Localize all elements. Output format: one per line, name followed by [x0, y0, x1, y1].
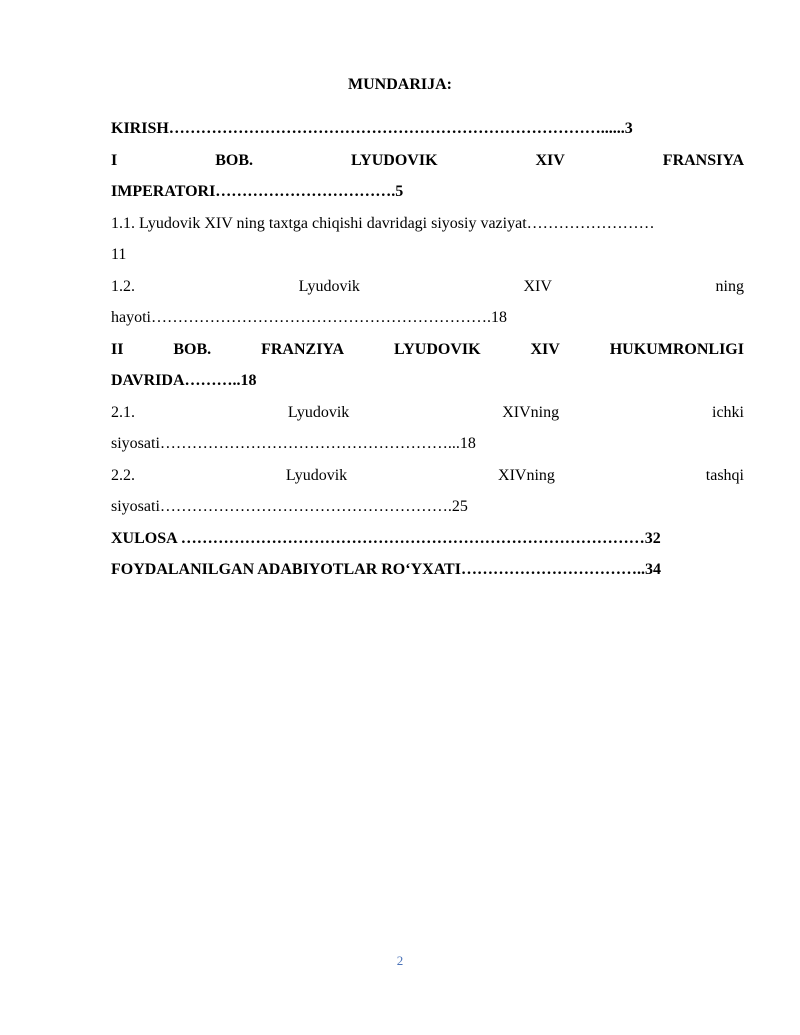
toc-word: HUKUMRONLIGI [609, 340, 744, 358]
toc-entry-bob1 [111, 145, 744, 177]
page-number: 2 [396, 953, 404, 968]
toc-entry-bob1-cont: IMPERATORI…………………………….5 [111, 183, 404, 200]
toc-word: ichki [712, 403, 744, 421]
toc-word: LYUDOVIK [350, 151, 438, 169]
toc-word: I [111, 151, 118, 169]
toc-entry-kirish: KIRISH………………………………………………………………………......3 [111, 120, 633, 137]
toc-word: XIV [523, 277, 552, 295]
toc-entry-1-2-cont: hayoti……………………………………………………….18 [111, 309, 507, 326]
toc-word: tashqi [705, 466, 744, 484]
toc-word: FRANSIYA [662, 151, 744, 169]
toc-word: LYUDOVIK [394, 340, 481, 358]
toc-word: 1.2. [111, 277, 135, 295]
toc-word: II [111, 340, 124, 358]
toc-word: BOB. [173, 340, 212, 358]
table-of-contents [111, 113, 744, 586]
toc-word: Lyudovik [298, 277, 360, 295]
toc-word: ning [715, 277, 744, 295]
toc-entry-1-1-page: 11 [111, 246, 127, 263]
toc-word: FRANZIYA [261, 340, 345, 358]
toc-word: XIV [535, 151, 565, 169]
toc-title: MUNDARIJA: [348, 76, 452, 93]
toc-word: 2.1. [111, 403, 135, 421]
toc-entry-xulosa: XULOSA ……………………………………………………………………………32 [111, 529, 661, 547]
toc-entry-2-1 [111, 397, 744, 429]
toc-word: XIVning [502, 403, 560, 421]
toc-entry-bob2-cont: DAVRIDA………..18 [111, 372, 257, 389]
toc-entry-adabiyotlar: FOYDALANILGAN ADABIYOTLAR ROʻYXATI……………………………..34 [111, 561, 661, 578]
toc-word: Lyudovik [287, 403, 350, 421]
toc-word: XIVning [498, 466, 555, 484]
toc-entry-2-2 [111, 460, 744, 492]
toc-entry-bob2 [111, 334, 744, 366]
toc-entry-2-1-cont: siyosati………………………………………………...18 [111, 435, 476, 452]
toc-entry-1-2 [111, 271, 744, 303]
toc-word: 2.2. [111, 466, 135, 484]
toc-word: BOB. [215, 151, 253, 169]
toc-word: XIV [530, 340, 560, 358]
toc-entry-1-1: 1.1. Lyudovik XIV ning taxtga chiqishi davridagi siyosiy vaziyat…………………… [111, 214, 655, 232]
toc-entry-2-2-cont: siyosati……………………………………………….25 [111, 498, 468, 515]
toc-word: Lyudovik [285, 466, 348, 484]
